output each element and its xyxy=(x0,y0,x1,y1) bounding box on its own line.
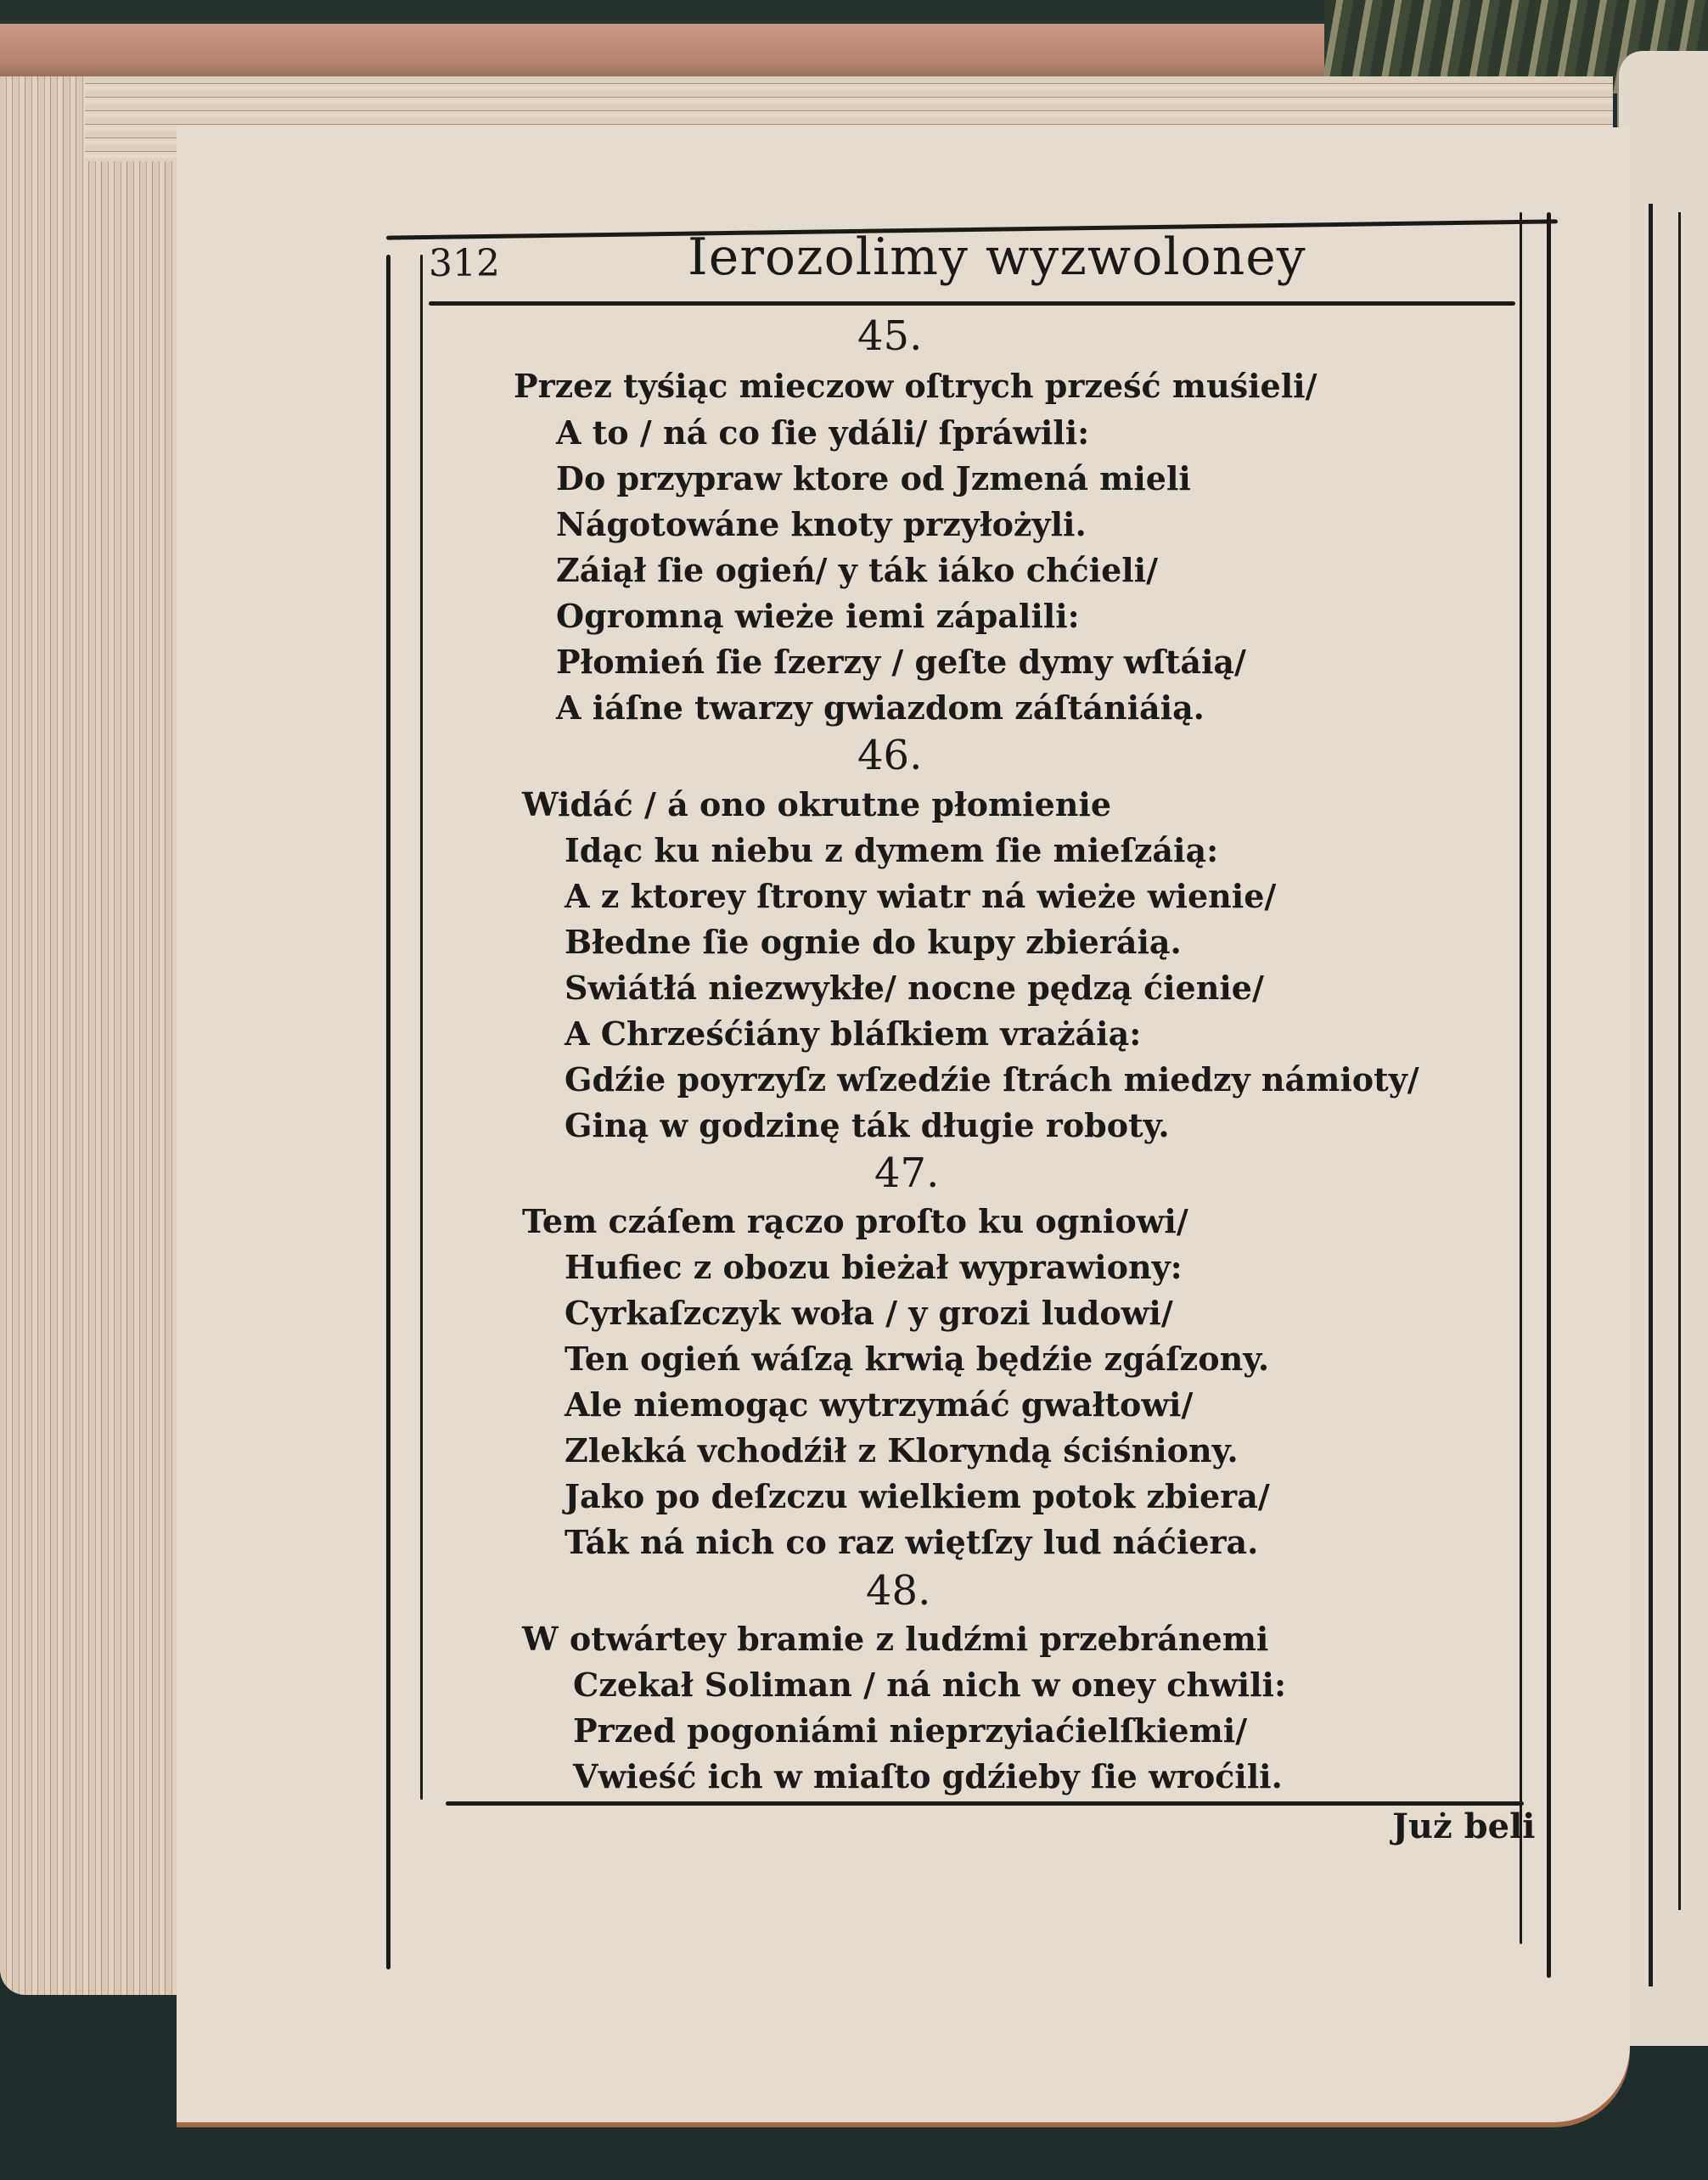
verse-line: Ale niemogąc wytrzymáć gwałtowi/ xyxy=(565,1385,1194,1424)
stanza-number: 45. xyxy=(857,312,923,360)
verse-line: Błedne ſie ognie do kupy zbieráią. xyxy=(565,923,1182,961)
verse-line: A to / ná co ſie ydáli/ ſpráwili: xyxy=(556,413,1090,452)
verse-line: Vwieść ich w miaſto gdźieby ſie wroćili. xyxy=(573,1757,1283,1795)
verse-line: Hufiec z obozu bieżał wyprawiony: xyxy=(565,1248,1183,1286)
stanza-number: 46. xyxy=(857,732,923,779)
facing-page xyxy=(1617,51,1708,2046)
verse-line: Swiátłá niezwykłe/ nocne pędzą ćienie/ xyxy=(565,969,1264,1007)
verse-line: Tem czáſem rączo proſto ku ogniowi/ xyxy=(522,1202,1188,1240)
right-outer-frame-rule xyxy=(1547,212,1551,1978)
facing-page-frame-rule xyxy=(1678,212,1681,1910)
verse-line: Ták ná nich co raz więtſzy lud náćiera. xyxy=(565,1523,1259,1561)
verse-line: Zlekká vchodźił z Kloryndą ściśniony. xyxy=(565,1431,1239,1469)
verse-line: Przed pogoniámi nieprzyiaćielſkiemi/ xyxy=(573,1711,1248,1750)
facing-page-frame-rule xyxy=(1649,204,1653,1986)
left-outer-frame-rule xyxy=(386,255,390,1969)
verse-line: Jako po deſzczu wielkiem potok zbiera/ xyxy=(565,1477,1270,1515)
verse-line: Cyrkaſzczyk woła / y grozi ludowi/ xyxy=(565,1294,1173,1332)
left-inner-frame-rule xyxy=(420,255,423,1800)
footer-rule xyxy=(446,1801,1524,1806)
verse-line: A z ktorey ſtrony wiatr ná wieże wienie/ xyxy=(565,877,1277,915)
verse-line: A Chrześćiány bláſkiem vrażáią: xyxy=(565,1014,1142,1053)
verse-line: Czekał Soliman / ná nich w oney chwili: xyxy=(573,1666,1287,1704)
verse-line: Nágotowáne knoty przyłożyli. xyxy=(556,505,1087,543)
verse-line: A iáſne twarzy gwiazdom záſtániáią. xyxy=(556,688,1205,727)
verse-line: Przez tyśiąc mieczow oſtrych prześć muśieli/ xyxy=(514,367,1318,405)
verse-line: Do przypraw ktore od Jzmená mieli xyxy=(556,459,1191,497)
right-inner-frame-rule xyxy=(1520,212,1522,1944)
running-head: Ierozolimy wyzwoloney xyxy=(688,228,1306,287)
verse-line: W otwártey bramie z ludźmi przebránemi xyxy=(522,1620,1269,1658)
verse-line: Płomień ſie ſzerzy / geſte dymy wſtáią/ xyxy=(556,643,1246,681)
verse-line: Ogromną wieże iemi zápalili: xyxy=(556,597,1080,635)
catchword: Już beli xyxy=(1392,1806,1536,1846)
verse-line: Ten ogień wáſzą krwią będźie zgáſzony. xyxy=(565,1340,1270,1378)
stanza-number: 47. xyxy=(874,1149,940,1197)
verse-line: Gdźie poyrzyſz wſzedźie ſtrách miedzy námioty/ xyxy=(565,1060,1419,1098)
book-binding xyxy=(0,24,1528,83)
page-stack-edge xyxy=(0,76,195,1995)
verse-line: Giną w godzinę ták długie roboty. xyxy=(565,1106,1170,1144)
page-number: 312 xyxy=(429,242,500,285)
verse-line: Widáć / á ono okrutne płomienie xyxy=(522,785,1112,823)
stanza-number: 48. xyxy=(866,1567,931,1615)
verse-line: Záiął ſie ogień/ y ták iáko chćieli/ xyxy=(556,551,1158,589)
header-rule xyxy=(429,301,1515,306)
verse-line: Idąc ku niebu z dymem ſie mieſzáią: xyxy=(565,831,1219,869)
